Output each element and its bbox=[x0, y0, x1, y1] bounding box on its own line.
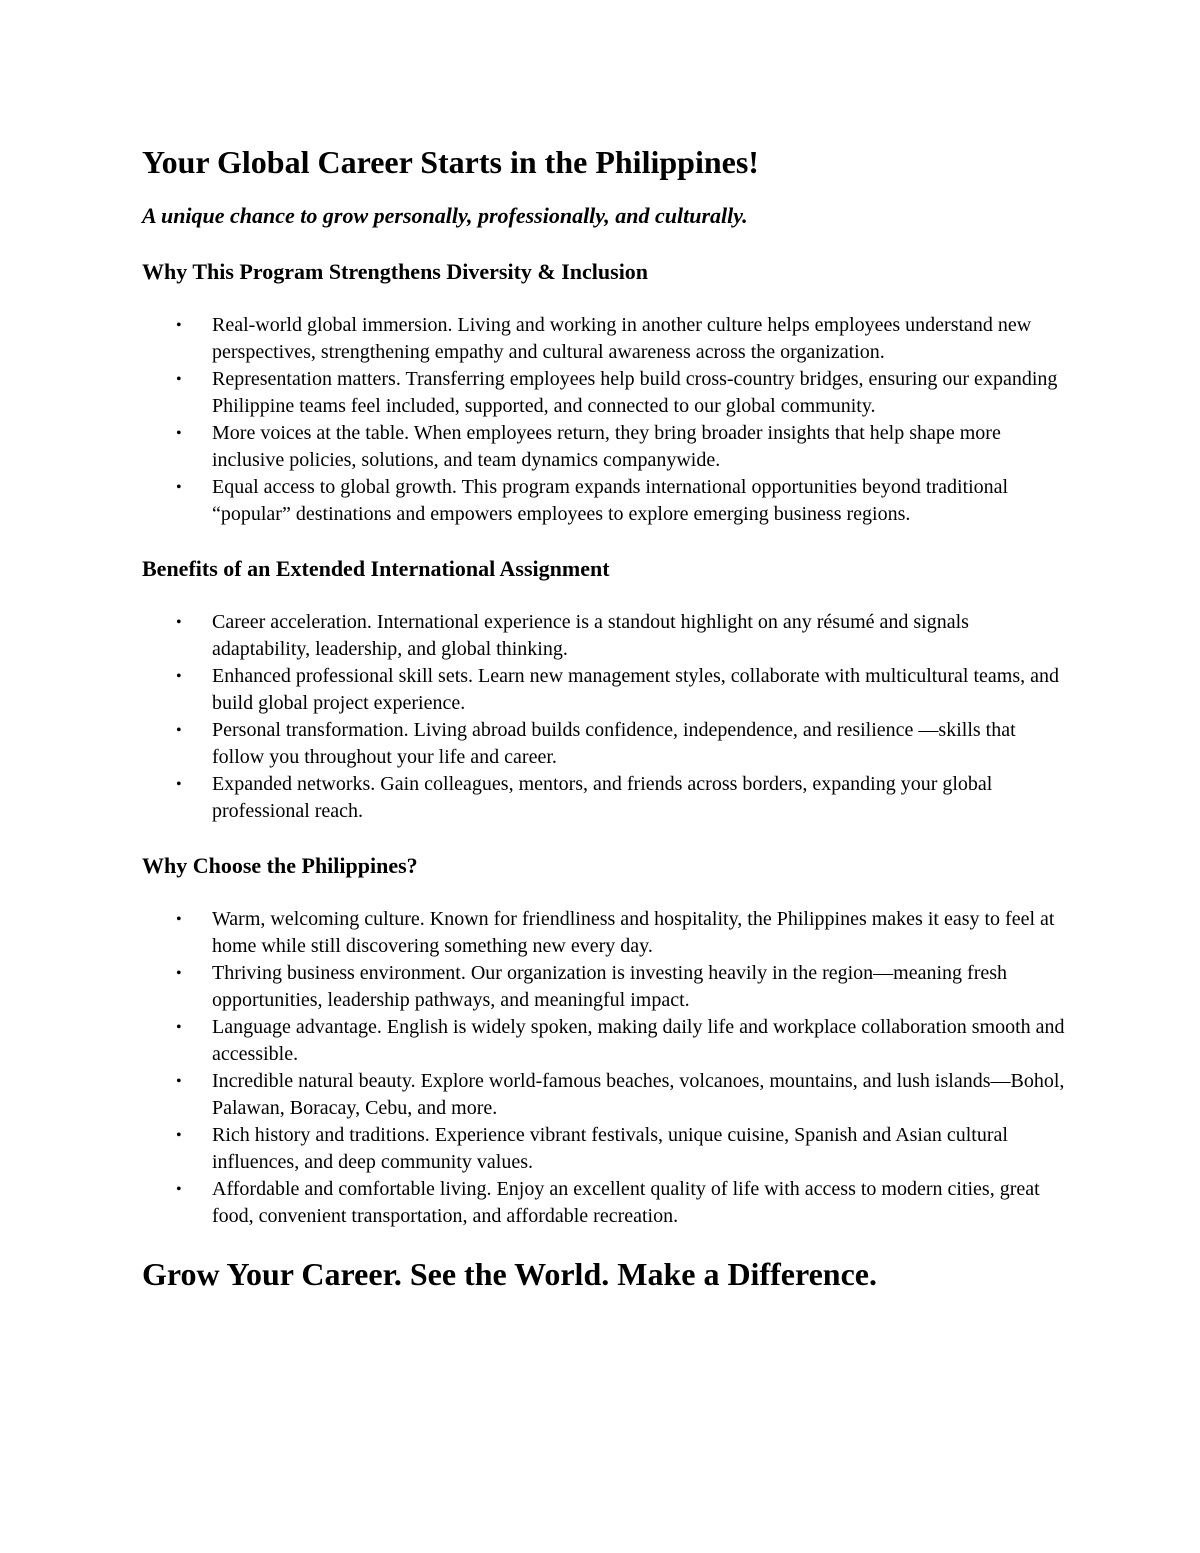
closing-tagline: Grow Your Career. See the World. Make a Difference. bbox=[142, 1256, 877, 1292]
list-item-text: Enhanced professional skill sets. Learn new management styles, collaborate with multicultural teams, and build global project experience. bbox=[212, 665, 1059, 714]
bullet-icon: • bbox=[176, 371, 182, 388]
bullet-icon: • bbox=[176, 425, 182, 442]
list-item-text: Warm, welcoming culture. Known for friendliness and hospitality, the Philippines makes it easy to feel at home while still discovering something new every day. bbox=[212, 908, 1055, 957]
bullet-icon: • bbox=[176, 965, 182, 982]
list-item-text: Expanded networks. Gain colleagues, mentors, and friends across borders, expanding your global professional reach. bbox=[212, 773, 993, 822]
list-item bbox=[142, 906, 1072, 960]
list-item bbox=[142, 312, 1072, 366]
list-item bbox=[142, 366, 1072, 420]
list-item bbox=[142, 1176, 1072, 1230]
bullet-icon: • bbox=[176, 1073, 182, 1090]
bullet-icon: • bbox=[176, 1127, 182, 1144]
list-item bbox=[142, 960, 1072, 1014]
bullet-list-benefits bbox=[142, 609, 1072, 825]
section-heading-benefits: Benefits of an Extended International Assignment bbox=[142, 556, 610, 581]
list-item bbox=[142, 771, 1072, 825]
bullet-icon: • bbox=[176, 614, 182, 631]
list-item-text: Incredible natural beauty. Explore world-famous beaches, volcanoes, mountains, and lush islands—Bohol, Palawan, Boracay, Cebu, and more. bbox=[212, 1070, 1065, 1119]
list-item-text: Language advantage. English is widely spoken, making daily life and workplace collaboration smooth and accessible. bbox=[212, 1016, 1065, 1065]
document-title: Your Global Career Starts in the Philippines! bbox=[142, 144, 759, 180]
bullet-list-diversity-inclusion bbox=[142, 312, 1072, 528]
bullet-icon: • bbox=[176, 1181, 182, 1198]
list-item-text: Real-world global immersion. Living and working in another culture helps employees understand new perspectives, strengthening empathy and cultural awareness across the organization. bbox=[212, 314, 1032, 363]
list-item-text: Career acceleration. International experience is a standout highlight on any résumé and signals adaptability, leadership, and global thinking. bbox=[212, 611, 969, 660]
document-subtitle: A unique chance to grow personally, professionally, and culturally. bbox=[142, 203, 748, 228]
list-item-text: More voices at the table. When employees return, they bring broader insights that help shape more inclusive policies, solutions, and team dynamics companywide. bbox=[212, 422, 1001, 471]
list-item bbox=[142, 609, 1072, 663]
document-page bbox=[142, 138, 1072, 1298]
bullet-list-why-philippines bbox=[142, 906, 1072, 1230]
section-heading-diversity-inclusion: Why This Program Strengthens Diversity & Inclusion bbox=[142, 259, 649, 284]
bullet-icon: • bbox=[176, 479, 182, 496]
list-item bbox=[142, 420, 1072, 474]
list-item-text: Rich history and traditions. Experience vibrant festivals, unique cuisine, Spanish and Asian cultural influences, and deep community values. bbox=[212, 1124, 1008, 1173]
bullet-icon: • bbox=[176, 722, 182, 739]
bullet-icon: • bbox=[176, 317, 182, 334]
list-item-text: Representation matters. Transferring employees help build cross-country bridges, ensuring our expanding Philippine teams feel included, supported, and connected to our global community. bbox=[212, 368, 1058, 417]
list-item-text: Equal access to global growth. This program expands international opportunities beyond traditional “popular” destinations and empowers employees to explore emerging business regions. bbox=[212, 476, 1009, 525]
section-heading-why-philippines: Why Choose the Philippines? bbox=[142, 853, 418, 878]
list-item bbox=[142, 663, 1072, 717]
bullet-icon: • bbox=[176, 776, 182, 793]
list-item bbox=[142, 1122, 1072, 1176]
list-item-text: Affordable and comfortable living. Enjoy an excellent quality of life with access to modern cities, great food, convenient transportation, and affordable recreation. bbox=[212, 1178, 1040, 1227]
bullet-icon: • bbox=[176, 668, 182, 685]
list-item bbox=[142, 1068, 1072, 1122]
list-item-text: Personal transformation. Living abroad builds confidence, independence, and resilience —skills that follow you throughout your life and career. bbox=[212, 719, 1016, 768]
list-item bbox=[142, 1014, 1072, 1068]
bullet-icon: • bbox=[176, 911, 182, 928]
bullet-icon: • bbox=[176, 1019, 182, 1036]
list-item-text: Thriving business environment. Our organization is investing heavily in the region—meaning fresh opportunities, leadership pathways, and meaningful impact. bbox=[212, 962, 1008, 1011]
list-item bbox=[142, 717, 1072, 771]
list-item bbox=[142, 474, 1072, 528]
